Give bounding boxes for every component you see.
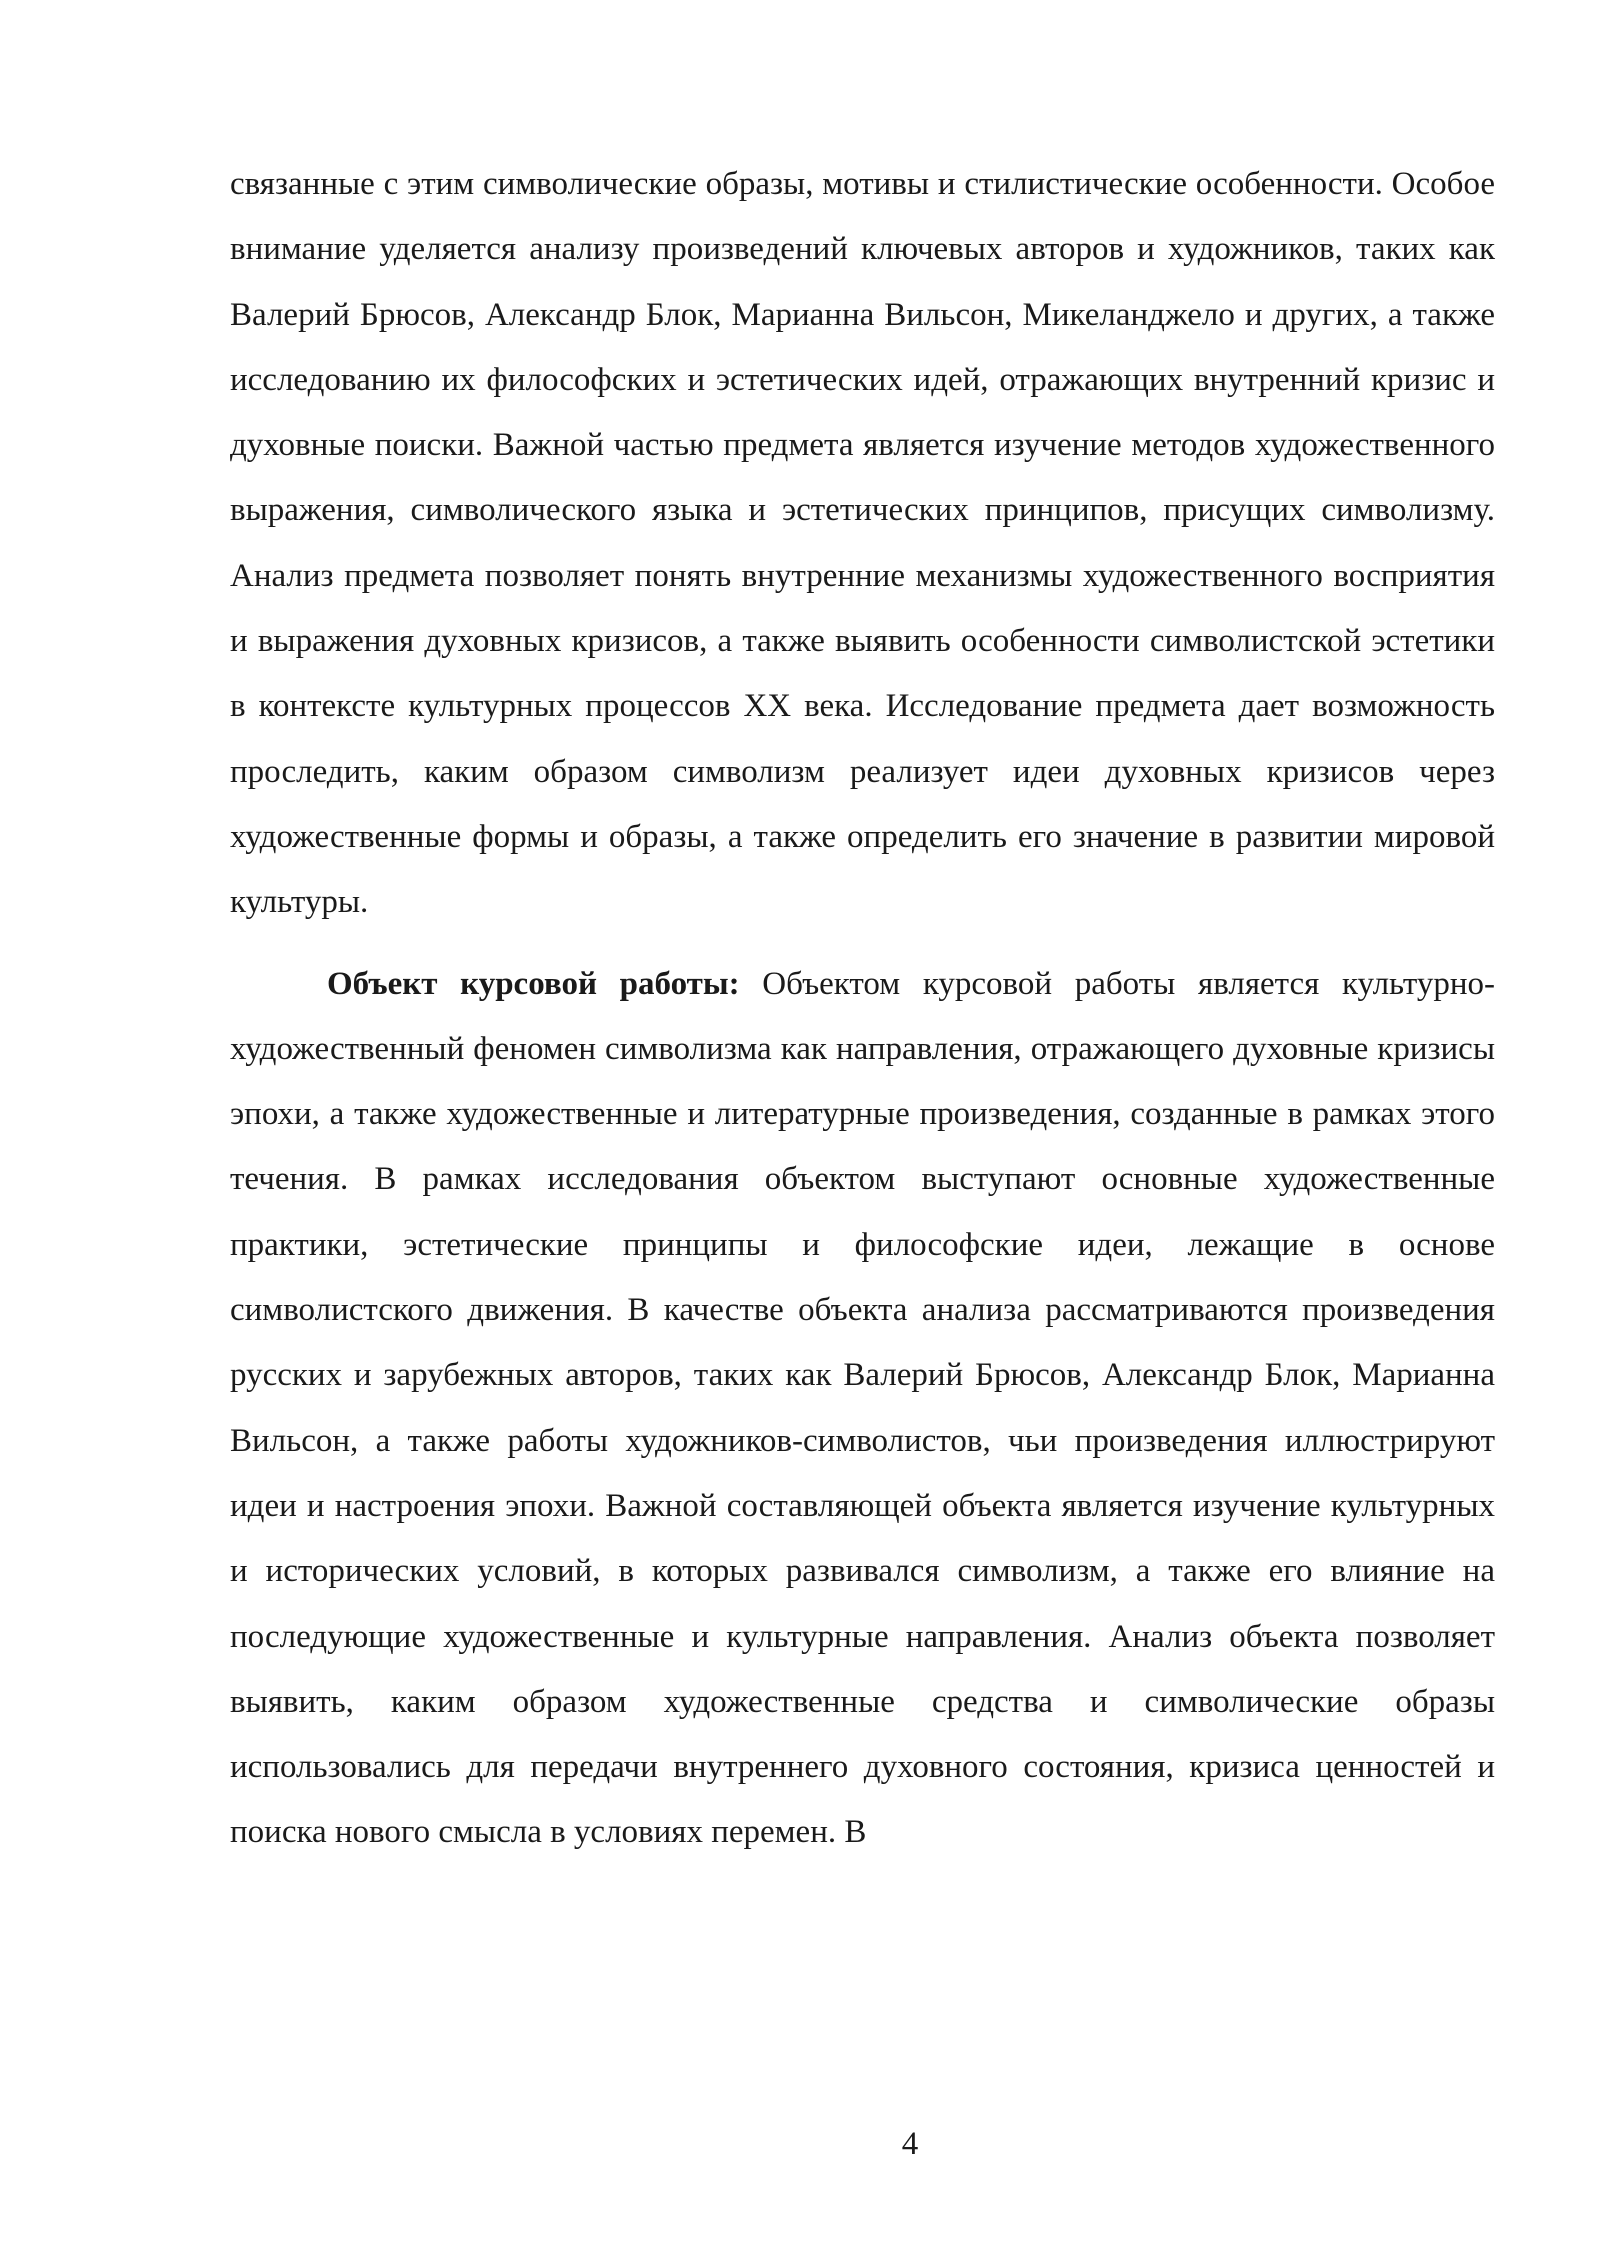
paragraph-object-text: Объектом курсовой работы является культурно-художественный феномен символизма как направления, отражающего духовные кризисы эпохи, а также художественные и литературные произведения, созданные в рамках этого течения. В рамках исследования объектом выступают основные художественные практики, эстетические принципы и философские идеи, лежащие в основе символистского движения. В качестве объекта анализа рассматриваются произведения русских и зарубежных авторов, таких как Валерий Брюсов, Александр Блок, Марианна Вильсон, а также работы художников-символистов, чьи произведения иллюстрируют идеи и настроения эпохи. Важной составляющей объекта является изучение культурных и исторических условий, в которых развивался символизм, а также его влияние на последующие художественные и культурные направления. Анализ объекта позволяет выявить, каким образом художественные средства и символические образы использовались для передачи внутреннего духовного состояния, кризиса ценностей и поиска нового смысла в условиях перемен. В xyxy=(230,965,1495,1851)
page-number: 4 xyxy=(901,2126,919,2162)
body-text xyxy=(230,152,1495,1866)
paragraph-object-heading: Объект курсовой работы: xyxy=(327,965,740,1002)
paragraph-object xyxy=(230,952,1495,1866)
paragraph-subject-continued: связанные с этим символические образы, мотивы и стилистические особенности. Особое внимание уделяется анализу произведений ключевых авторов и художников, таких как Валерий Брюсов, Александр Блок, Марианна Вильсон, Микеланджело и других, а также исследованию их философских и эстетических идей, отражающих внутренний кризис и духовные поиски. Важной частью предмета является изучение методов художественного выражения, символического языка и эстетических принципов, присущих символизму. Анализ предмета позволяет понять внутренние механизмы художественного восприятия и выражения духовных кризисов, а также выявить особенности символистской эстетики в контексте культурных процессов XX века. Исследование предмета дает возможность проследить, каким образом символизм реализует идеи духовных кризисов через художественные формы и образы, а также определить его значение в развитии мировой культуры. xyxy=(230,166,1495,921)
